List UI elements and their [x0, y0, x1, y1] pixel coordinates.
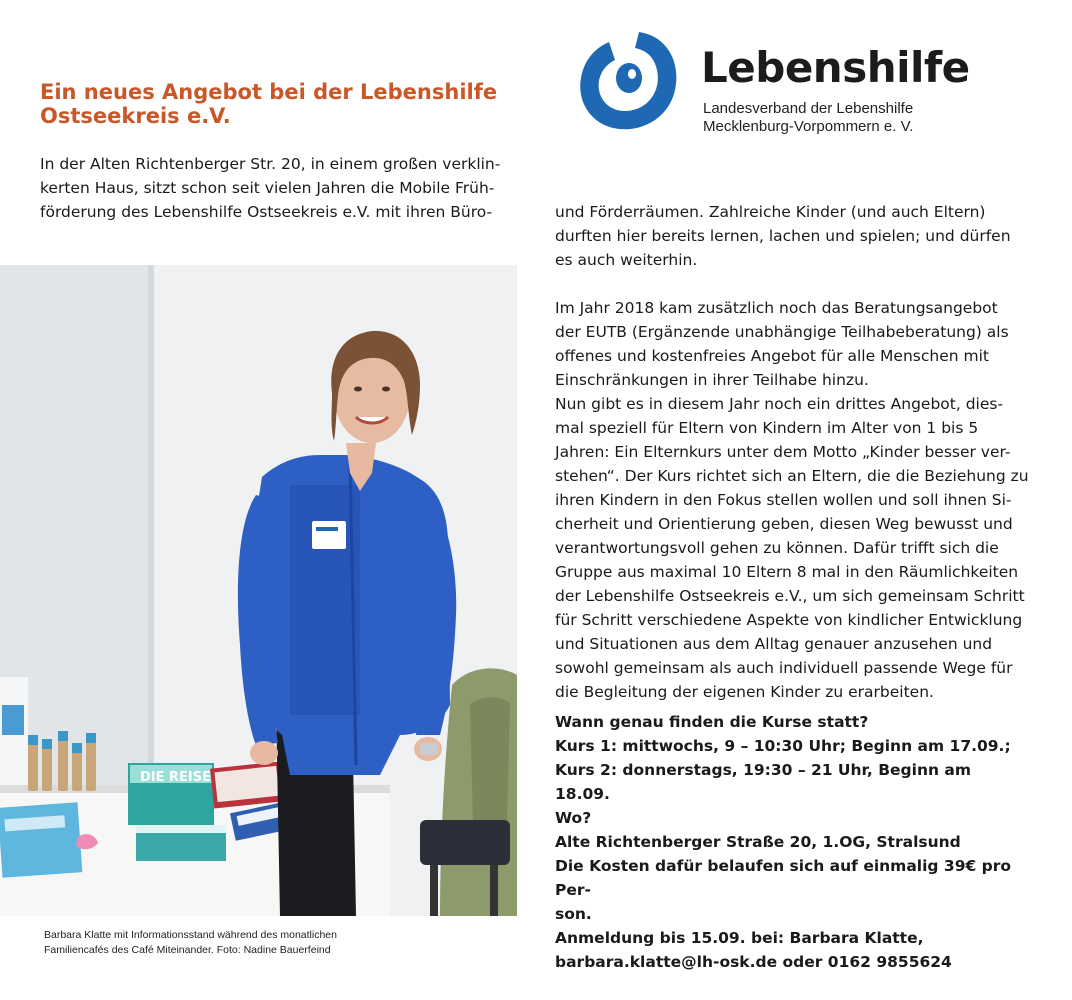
caption-line: Familiencafés des Café Miteinander. Foto: Nadine Bauerfeind: [44, 943, 331, 956]
info-heading-where: Wo?: [555, 809, 592, 827]
body-line: sowohl gemeinsam als auch individuell passende Wege für: [555, 659, 1013, 677]
body-line: die Begleitung der eigenen Kinder zu erarbeiten.: [555, 683, 934, 701]
intro-line: kerten Haus, sitzt schon seit vielen Jahren die Mobile Früh-: [40, 179, 495, 197]
body-line: stehen“. Der Kurs richtet sich an Eltern, die die Beziehung zu: [555, 467, 1029, 485]
logo-subtitle: [703, 100, 913, 136]
info-heading-when: Wann genau finden die Kurse statt?: [555, 713, 869, 731]
body-paragraph-1: [555, 200, 1031, 272]
body-line: für Schritt verschiedene Aspekte von kindlicher Entwicklung: [555, 611, 1023, 629]
body-line: Nun gibt es in diesem Jahr noch ein drittes Angebot, dies-: [555, 395, 1004, 413]
logo-wordmark: Lebenshilfe: [701, 43, 970, 92]
lebenshilfe-logo-mark-icon: [575, 26, 683, 136]
body-line: offenes und kostenfreies Angebot für alle Menschen mit: [555, 347, 989, 365]
body-line: Einschränkungen in ihrer Teilhabe hinzu.: [555, 371, 869, 389]
body-line: und Förderräumen. Zahlreiche Kinder (und auch Eltern): [555, 203, 986, 221]
body-column: [555, 200, 1031, 704]
body-line: Jahren: Ein Elternkurs unter dem Motto „Kinder besser ver-: [555, 443, 1011, 461]
course-info: [555, 710, 1031, 974]
body-line: es auch weiterhin.: [555, 251, 698, 269]
body-line: Im Jahr 2018 kam zusätzlich noch das Beratungsangebot: [555, 299, 998, 317]
info-costs-cont: son.: [555, 905, 592, 923]
logo-subtitle-line-2: Mecklenburg-Vorpommern e. V.: [703, 118, 914, 135]
lebenshilfe-logo: [575, 26, 970, 142]
body-line: mal speziell für Eltern von Kindern im Alter von 1 bis 5: [555, 419, 979, 437]
info-costs: Die Kosten dafür belaufen sich auf einmalig 39€ pro Per-: [555, 857, 1012, 899]
body-line: verantwortungsvoll gehen zu können. Dafür trifft sich die: [555, 539, 999, 557]
body-line: Gruppe aus maximal 10 Eltern 8 mal in den Räumlichkeiten: [555, 563, 1019, 581]
body-line: und Situationen aus dem Alltag genauer anzusehen und: [555, 635, 993, 653]
photo-book-title: DIE REISE: [140, 770, 212, 785]
intro-paragraph: [40, 152, 516, 224]
info-registration: Anmeldung bis 15.09. bei: Barbara Klatte,: [555, 929, 924, 947]
body-paragraph-2: [555, 296, 1031, 704]
info-address: Alte Richtenberger Straße 20, 1.OG, Stralsund: [555, 833, 961, 851]
info-course-1: Kurs 1: mittwochs, 9 – 10:30 Uhr; Beginn am 17.09.;: [555, 737, 1011, 755]
info-course-2: Kurs 2: donnerstags, 19:30 – 21 Uhr, Beginn am 18.09.: [555, 761, 972, 803]
body-line: der EUTB (Ergänzende unabhängige Teilhabeberatung) als: [555, 323, 1009, 341]
body-line: durften hier bereits lernen, lachen und spielen; und dürfen: [555, 227, 1011, 245]
intro-line: In der Alten Richtenberger Str. 20, in einem großen verklin-: [40, 155, 501, 173]
logo-subtitle-line-1: Landesverband der Lebenshilfe: [703, 100, 914, 117]
photo-caption: [44, 928, 514, 957]
article-photo: [0, 265, 517, 916]
info-contact: barbara.klatte@lh-osk.de oder 0162 9855624: [555, 953, 952, 971]
headline-line-1: Ein neues Angebot bei der Lebenshilfe: [40, 80, 498, 104]
headline-line-2: Ostseekreis e.V.: [40, 104, 231, 128]
body-line: der Lebenshilfe Ostseekreis e.V., um sich gemeinsam Schritt: [555, 587, 1025, 605]
body-line: cherheit und Orientierung geben, diesen Weg bewusst und: [555, 515, 1013, 533]
article-headline: [40, 80, 520, 128]
intro-line: förderung des Lebenshilfe Ostseekreis e.V. mit ihren Büro-: [40, 203, 493, 221]
caption-line: Barbara Klatte mit Informationsstand während des monatlichen: [44, 929, 337, 941]
body-line: ihren Kindern in den Fokus stellen wollen und soll ihnen Si-: [555, 491, 1012, 509]
